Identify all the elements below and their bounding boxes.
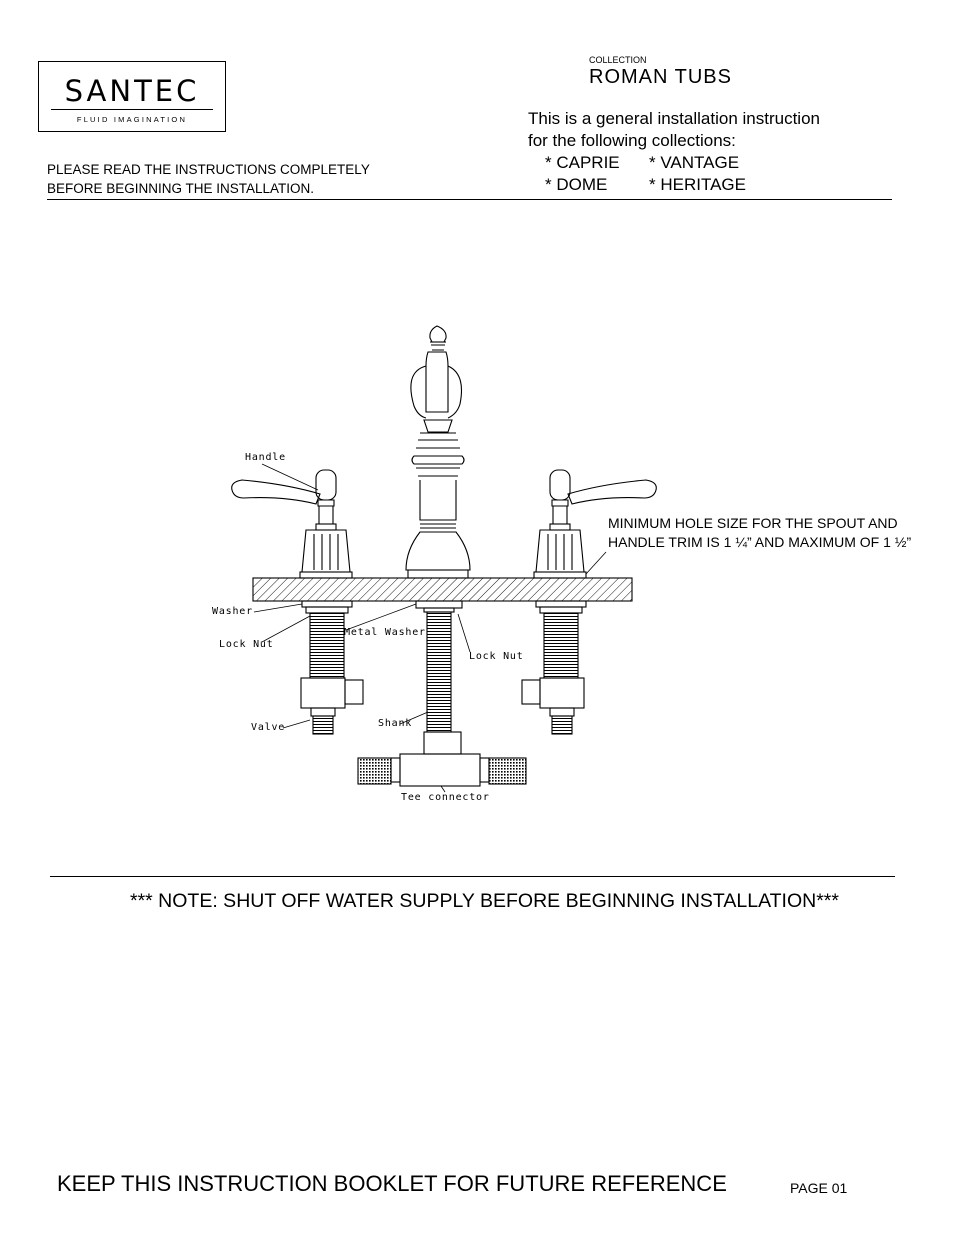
label-tee-connector: Tee connector [401,792,490,803]
page-number: PAGE 01 [790,1180,848,1196]
collections-row-2 [545,174,746,196]
hole-note-line-2: HANDLE TRIM IS 1 ¼” AND MAXIMUM OF 1 ½” [608,534,912,550]
label-washer: Washer [212,606,253,617]
label-lock-nut-right: Lock Nut [469,651,524,662]
note-divider [50,876,895,877]
collection-item: * VANTAGE [649,153,740,172]
left-valve [301,678,363,734]
read-note-line-1: PLEASE READ THE INSTRUCTIONS COMPLETELY [47,162,370,177]
spout [406,326,470,578]
label-metal-washer: Metal Washer [344,627,426,638]
brand-tagline: FLUID IMAGINATION [76,115,188,124]
left-shank [310,613,344,678]
right-valve [522,678,584,734]
keep-booklet-text: KEEP THIS INSTRUCTION BOOKLET FOR FUTURE REFERENCE [57,1171,727,1196]
read-note-line-2: BEFORE BEGINNING THE INSTALLATION. [47,181,315,196]
intro-line-2: for the following collections: [528,131,736,150]
collections-row-1 [545,152,740,174]
hole-size-note [608,514,911,552]
collection-label: COLLECTION [589,55,647,65]
header-divider [47,199,892,200]
collection-item: * CAPRIE [545,153,620,172]
logo-divider [51,109,213,110]
collections-list [545,152,746,196]
collection-item: * HERITAGE [649,175,746,194]
left-washer [302,601,352,607]
right-shank [544,613,578,678]
collection-item: * DOME [545,175,608,194]
hole-note-line-1: MINIMUM HOLE SIZE FOR THE SPOUT AND [608,515,898,531]
tee-connector [358,732,526,786]
collection-name: ROMAN TUBS [589,66,732,88]
intro-text [528,108,820,152]
sink-deck [253,578,632,601]
brand-name: SANTEC [64,74,200,108]
label-valve: Valve [251,722,286,733]
label-lock-nut-left: Lock Nut [219,639,274,650]
read-instructions-note [47,160,370,198]
right-washer [536,601,586,607]
label-handle: Handle [245,452,286,463]
santec-logo [38,61,226,132]
water-supply-note: *** NOTE: SHUT OFF WATER SUPPLY BEFORE BEGINNING INSTALLATION*** [130,890,839,912]
label-shank: Shank [378,718,413,729]
center-shank [427,612,451,732]
intro-line-1: This is a general installation instruction [528,109,820,128]
metal-washer [416,601,462,608]
faucet-installation-diagram [200,318,660,808]
left-handle [232,470,352,578]
